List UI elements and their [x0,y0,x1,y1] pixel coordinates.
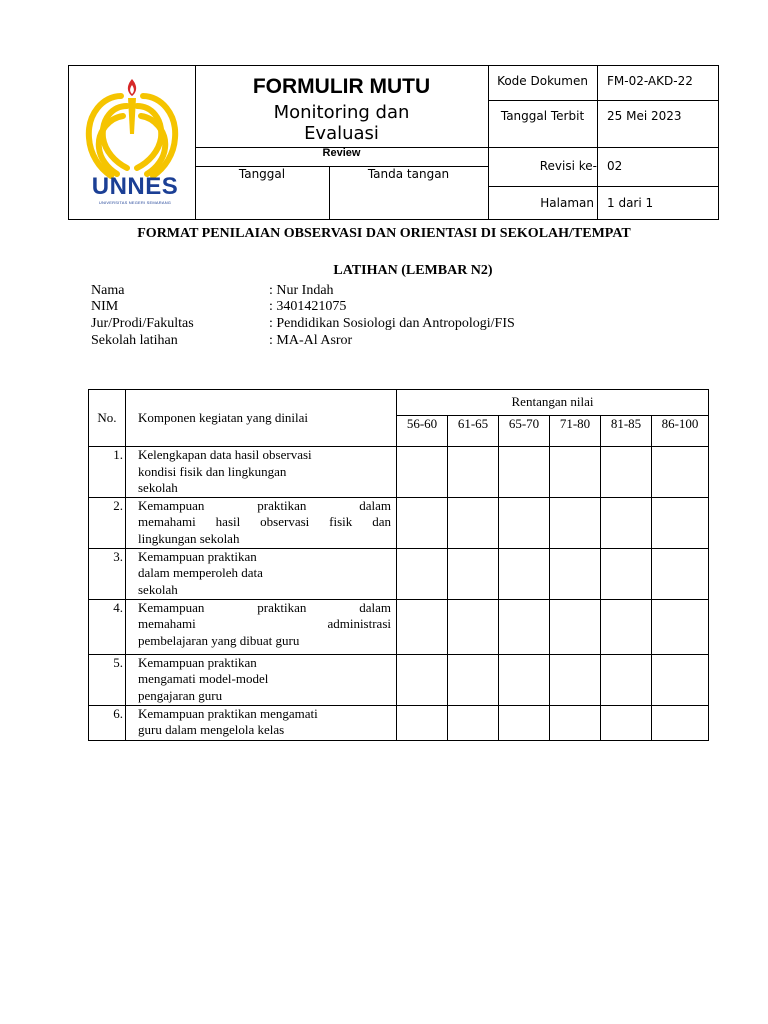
meta-value-tanggal-terbit: 25 Mei 2023 [607,109,682,123]
table-row [89,447,709,498]
row-line: Kemampuan praktikan [138,548,257,564]
row-number: 2. [89,497,126,548]
score-cell[interactable] [397,705,448,740]
meta-value-revisi: 02 [607,159,623,173]
score-cell[interactable] [397,654,448,705]
col-no-header: No. [89,390,126,447]
table-row [89,497,709,548]
score-cell[interactable] [448,599,499,654]
range-header: 86-100 [652,416,709,447]
score-cell[interactable] [499,497,550,548]
row-number: 3. [89,548,126,599]
score-cell[interactable] [448,447,499,498]
score-cell[interactable] [652,705,709,740]
info-value-sekolah: : MA-Al Asror [269,333,353,348]
assessment-table [88,389,709,741]
score-cell[interactable] [601,705,652,740]
row-line: Kelengkapan data hasil observasi [138,447,312,462]
row-line: Kemampuan praktikan [138,654,257,670]
tanda-tangan-label: Tanda tangan [367,167,450,181]
range-header: 56-60 [397,416,448,447]
info-label-nama: Nama [91,283,125,298]
row-component [126,497,397,548]
score-cell[interactable] [550,705,601,740]
row-number: 5. [89,654,126,705]
row-line: memahami hasil observasi fisik dan [138,514,391,529]
score-cell[interactable] [499,705,550,740]
document-title-line2: LATIHAN (LEMBAR N2) [333,263,493,278]
unnes-logo [83,76,183,211]
row-line: Kemampuan praktikan mengamati [138,705,318,721]
info-label-sekolah: Sekolah latihan [91,333,178,348]
info-value-nim: : 3401421075 [269,299,347,314]
score-cell[interactable] [397,497,448,548]
form-subtitle-line2: Evaluasi [304,123,379,144]
row-line: Kemampuan praktikan dalam [138,599,391,615]
table-row [89,548,709,599]
info-value-jurusan: : Pendidikan Sosiologi dan Antropologi/FIS [269,316,515,331]
info-value-nama: : Nur Indah [269,283,334,298]
row-line: guru dalam mengelola kelas [138,722,285,737]
score-cell[interactable] [601,654,652,705]
row-number: 1. [89,447,126,498]
meta-label-halaman: Halaman [540,196,594,210]
score-cell[interactable] [550,497,601,548]
document-title-line1: FORMAT PENILAIAN OBSERVASI DAN ORIENTASI DI SEKOLAH/TEMPAT [137,226,631,241]
row-line: memahami administrasi [138,616,391,631]
score-cell[interactable] [601,548,652,599]
range-header: 65-70 [499,416,550,447]
table-row [89,654,709,705]
row-line: kondisi fisik dan lingkungan [138,463,287,479]
form-subtitle-line1: Monitoring dan [273,102,410,123]
score-cell[interactable] [448,497,499,548]
meta-value-halaman: 1 dari 1 [607,196,654,210]
row-line: pengajaran guru [138,687,223,703]
info-label-nim: NIM [91,299,119,314]
range-header: 71-80 [550,416,601,447]
score-cell[interactable] [397,548,448,599]
score-cell[interactable] [550,447,601,498]
meta-label-revisi: Revisi ke- [539,159,597,173]
row-component [126,548,397,599]
score-cell[interactable] [601,447,652,498]
table-header-row [89,390,709,416]
row-number: 4. [89,599,126,654]
score-cell[interactable] [652,447,709,498]
form-title: FORMULIR MUTU [252,75,431,98]
meta-label-tanggal-terbit: Tanggal Terbit [500,109,585,123]
info-label-jurusan: Jur/Prodi/Fakultas [91,316,194,331]
logo-wordmark: UNNES [91,173,179,200]
col-component-header: Komponen kegiatan yang dinilai [126,390,397,447]
row-line: mengamati model-model [138,671,269,686]
score-cell[interactable] [499,548,550,599]
score-cell[interactable] [652,497,709,548]
col-range-header: Rentangan nilai [397,390,709,416]
score-cell[interactable] [601,497,652,548]
score-cell[interactable] [652,599,709,654]
row-line: Kemampuan praktikan dalam [138,497,391,513]
row-line: dalam memperoleh data [138,565,263,580]
range-header: 61-65 [448,416,499,447]
meta-label-kode: Kode Dokumen [497,74,588,88]
table-row [89,705,709,740]
meta-value-kode: FM-02-AKD-22 [607,74,693,88]
score-cell[interactable] [550,548,601,599]
score-cell[interactable] [499,599,550,654]
row-component [126,654,397,705]
row-line: sekolah [138,480,178,495]
row-component [126,705,397,740]
row-number: 6. [89,705,126,740]
score-cell[interactable] [601,599,652,654]
score-cell[interactable] [397,447,448,498]
row-line: lingkungan sekolah [138,530,240,546]
document-header [68,65,719,220]
score-cell[interactable] [448,654,499,705]
row-component [126,599,397,654]
row-component [126,447,397,498]
score-cell[interactable] [448,548,499,599]
score-cell[interactable] [652,548,709,599]
score-cell[interactable] [448,705,499,740]
row-line: sekolah [138,581,178,597]
score-cell[interactable] [397,599,448,654]
score-cell[interactable] [652,654,709,705]
review-label: Review [322,147,361,159]
table-row [89,599,709,654]
logo-subtext: UNIVERSITAS NEGERI SEMARANG [98,200,172,205]
tanggal-label: Tanggal [238,167,286,181]
row-line: pembelajaran yang dibuat guru [138,632,300,648]
score-cell[interactable] [550,599,601,654]
range-header: 81-85 [601,416,652,447]
score-cell[interactable] [499,654,550,705]
score-cell[interactable] [499,447,550,498]
score-cell[interactable] [550,654,601,705]
